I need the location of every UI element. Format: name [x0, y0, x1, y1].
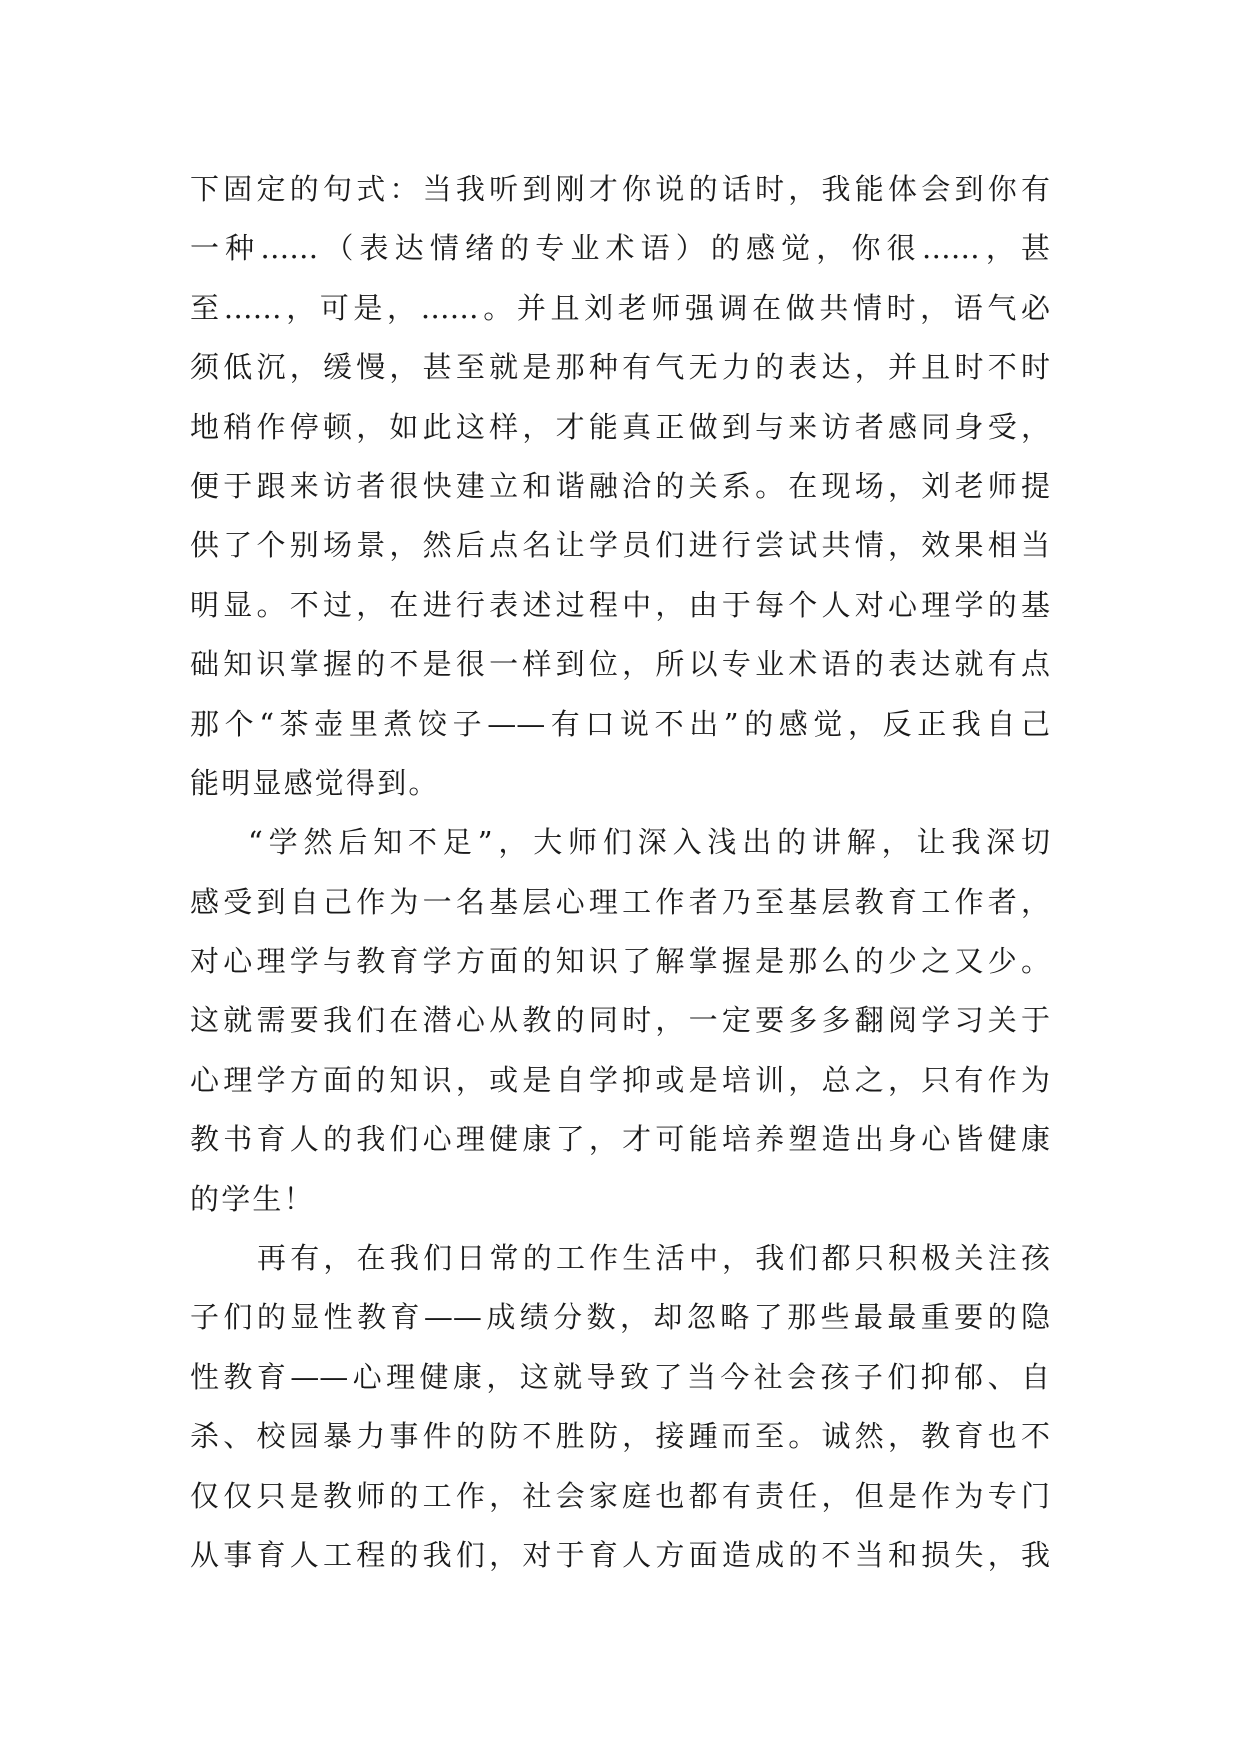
text-line: 杀、校园暴力事件的防不胜防，接踵而至。诚然，教育也不 — [190, 1419, 1050, 1454]
text-line: 一种……（表达情绪的专业术语）的感觉，你很……，甚 — [190, 231, 1050, 266]
text-line: 对心理学与教育学方面的知识了解掌握是那么的少之又少。 — [190, 944, 1050, 979]
text-line: 地稍作停顿，如此这样，才能真正做到与来访者感同身受， — [190, 409, 1050, 444]
text-line: 仅仅只是教师的工作，社会家庭也都有责任，但是作为专门 — [190, 1478, 1050, 1513]
text-line: 供了个别场景，然后点名让学员们进行尝试共情，效果相当 — [190, 528, 1050, 563]
text-line: 从事育人工程的我们，对于育人方面造成的不当和损失，我 — [190, 1537, 1050, 1572]
text-line: 心理学方面的知识，或是自学抑或是培训，总之，只有作为 — [190, 1062, 1050, 1097]
text-line: 便于跟来访者很快建立和谐融洽的关系。在现场，刘老师提 — [190, 468, 1050, 503]
text-line: 教书育人的我们心理健康了，才可能培养塑造出身心皆健康 — [190, 1122, 1050, 1157]
text-line: 能明显感觉得到。 — [190, 765, 440, 800]
text-line: 子们的显性教育——成绩分数，却忽略了那些最最重要的隐 — [190, 1300, 1050, 1335]
text-line: 须低沉，缓慢，甚至就是那种有气无力的表达，并且时不时 — [190, 350, 1050, 385]
text-line: 再有，在我们日常的工作生活中，我们都只积极关注孩 — [257, 1241, 1050, 1276]
text-line: 性教育——心理健康，这就导致了当今社会孩子们抑郁、自 — [190, 1359, 1050, 1394]
text-line: 感受到自己作为一名基层心理工作者乃至基层教育工作者， — [190, 884, 1050, 919]
text-line: 至……，可是，……。并且刘老师强调在做共情时，语气必 — [190, 290, 1050, 325]
text-line: 明显。不过，在进行表述过程中，由于每个人对心理学的基 — [190, 587, 1050, 622]
body-text — [190, 160, 1050, 1585]
paragraph-3 — [190, 1229, 1050, 1585]
text-line: “学然后知不足”，大师们深入浅出的讲解，让我深切 — [248, 825, 1050, 860]
text-line: 这就需要我们在潜心从教的同时，一定要多多翻阅学习关于 — [190, 1003, 1050, 1038]
text-line: 础知识掌握的不是很一样到位，所以专业术语的表达就有点 — [190, 647, 1050, 682]
paragraph-1 — [190, 160, 1050, 813]
text-line: 那个“茶壶里煮饺子——有口说不出”的感觉，反正我自己 — [190, 706, 1050, 741]
text-line: 的学生！ — [190, 1181, 315, 1216]
text-line: 下固定的句式：当我听到刚才你说的话时，我能体会到你有 — [190, 172, 1050, 206]
paragraph-2 — [190, 813, 1050, 1229]
